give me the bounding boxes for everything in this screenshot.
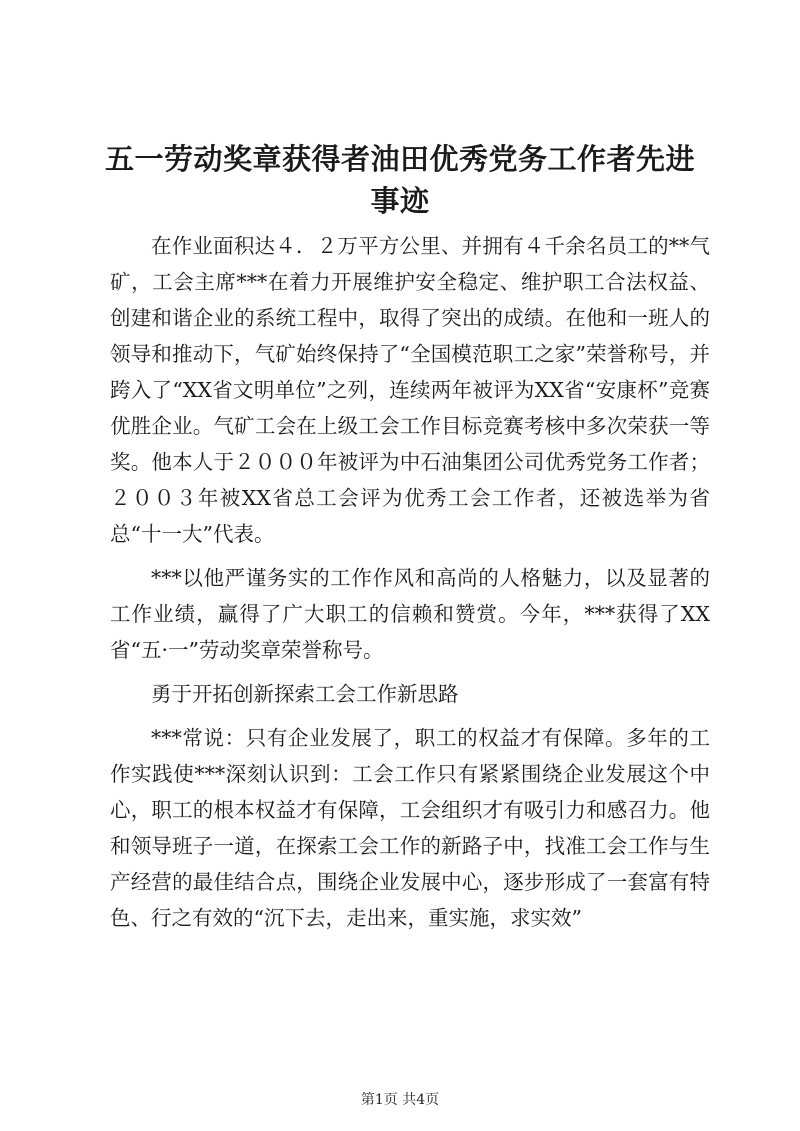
- document-title: 五一劳动奖章获得者油田优秀党务工作者先进事迹: [104, 142, 695, 218]
- section-heading: 勇于开拓创新探索工会工作新思路: [151, 682, 459, 706]
- paragraph-award: ***以他严谨务实的工作作风和高尚的人格魅力，以及显著的工作业绩，赢得了广大职工的信赖和赞赏。今年，***获得了XX省“五·一”劳动奖章荣誉称号。: [110, 566, 710, 662]
- document-body: [110, 228, 710, 944]
- paragraph-practice: ***常说：只有企业发展了，职工的权益才有保障。多年的工作实践使***深刻认识到：工会工作只有紧紧围绕企业发展这个中心，职工的根本权益才有保障，工会组织才有吸引力和感召力。他和领导班子一道，在探索工会工作的新路子中，找准工会工作与生产经营的最佳结合点，围绕企业发展中心，逐步形成了一套富有特色、行之有效的“沉下去，走出来，重实施，求实效”: [110, 726, 710, 930]
- paragraph-intro: 在作业面积达４．２万平方公里、并拥有４千余名员工的**气矿，工会主席***在着力开展维护安全稳定、维护职工合法权益、创建和谐企业的系统工程中，取得了突出的成绩。在他和一班人的领导和推动下，气矿始终保持了“全国模范职工之家”荣誉称号，并跨入了“XX省文明单位”之列，连续两年被评为XX省“安康杯”竞赛优胜企业。气矿工会在上级工会工作目标竞赛考核中多次荣获一等奖。他本人于２０００年被评为中石油集团公司优秀党务工作者；２００３年被XX省总工会评为优秀工会工作者，还被选举为省总“十一大”代表。: [110, 234, 710, 546]
- page-number-footer: 第1页 共4页: [360, 1092, 440, 1108]
